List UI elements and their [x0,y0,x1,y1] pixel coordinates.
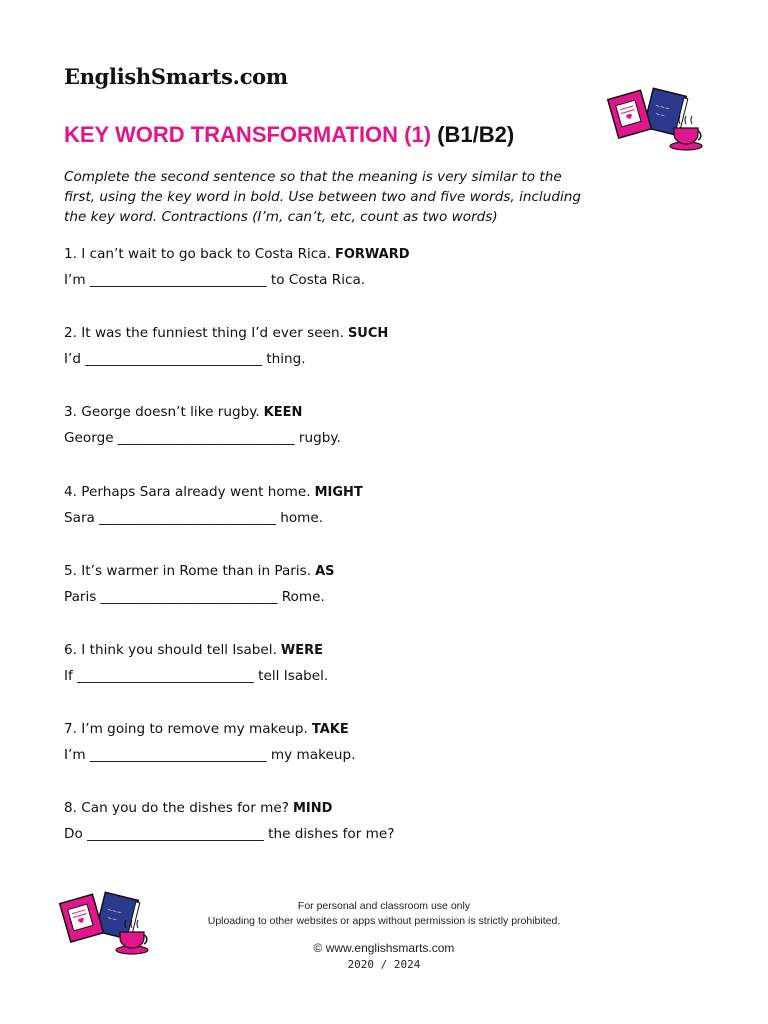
question-sentence: 8. Can you do the dishes for me? [64,800,289,817]
question-keyword: FORWARD [334,247,410,262]
question-answer-line: I’d __________________________ thing. [64,351,306,368]
question-prompt [64,563,335,579]
title-main: KEY WORD TRANSFORMATION (1) [64,122,432,147]
question-keyword: SUCH [347,326,389,342]
question-answer-line: Paris __________________________ Rome. [64,588,325,605]
question-sentence: 5. It’s warmer in Rome than in Paris. [64,562,312,579]
footer-website: © www.englishsmarts.com [313,941,455,955]
question-prompt [64,721,349,737]
question-keyword: AS [315,563,335,579]
question-answer-line: George __________________________ rugby. [64,430,341,447]
question-answer-line: I’m __________________________ to Costa Rica. [64,272,366,288]
books-and-coffee-icon [604,86,708,152]
title-level: (B1/B2) [437,122,515,147]
question-prompt [64,800,332,816]
question-answer-line: If __________________________ tell Isabel. [64,668,329,684]
question-prompt [64,642,323,658]
question-sentence: 6. I think you should tell Isabel. [64,642,277,658]
question-keyword: KEEN [263,405,303,421]
question-keyword: MIND [292,801,333,817]
svg-text:~~~: ~~~ [106,906,123,917]
question-answer-line: Do __________________________ the dishes for me? [64,826,395,843]
brand-title: EnglishSmarts.com [64,64,288,89]
question-prompt [64,325,388,341]
svg-text:~~: ~~ [654,110,666,120]
question-prompt [64,246,410,262]
svg-text:~~: ~~ [106,914,118,924]
question-keyword: MIGHT [314,484,363,500]
footer-prohibition-note: Uploading to other websites or apps without permission is strictly prohibited. [207,915,561,927]
question-sentence: 1. I can’t wait to go back to Costa Rica. [64,246,331,262]
question-prompt [64,484,363,500]
question-sentence: 2. It was the funniest thing I’d ever seen. [64,325,344,342]
question-sentence: 4. Perhaps Sara already went home. [64,483,311,500]
footer-usage-note: For personal and classroom use only [297,900,471,912]
page-title [64,122,514,148]
footer-years: 2020 / 2024 [347,958,421,971]
question-answer-line: I’m __________________________ my makeup. [64,747,356,764]
question-keyword: TAKE [311,722,349,738]
question-sentence: 7. I’m going to remove my makeup. [64,721,308,738]
question-answer-line: Sara __________________________ home. [64,509,324,526]
instructions-text: Complete the second sentence so that the meaning is very similar to the first, using the key word in bold. Use between two and five words, including the key word. Contractions (I’m, can’t, etc, count as two words) [64,169,581,225]
question-keyword: WERE [280,643,324,658]
question-prompt [64,404,302,420]
question-sentence: 3. George doesn’t like rugby. [64,404,260,421]
svg-text:~~~: ~~~ [654,102,671,113]
